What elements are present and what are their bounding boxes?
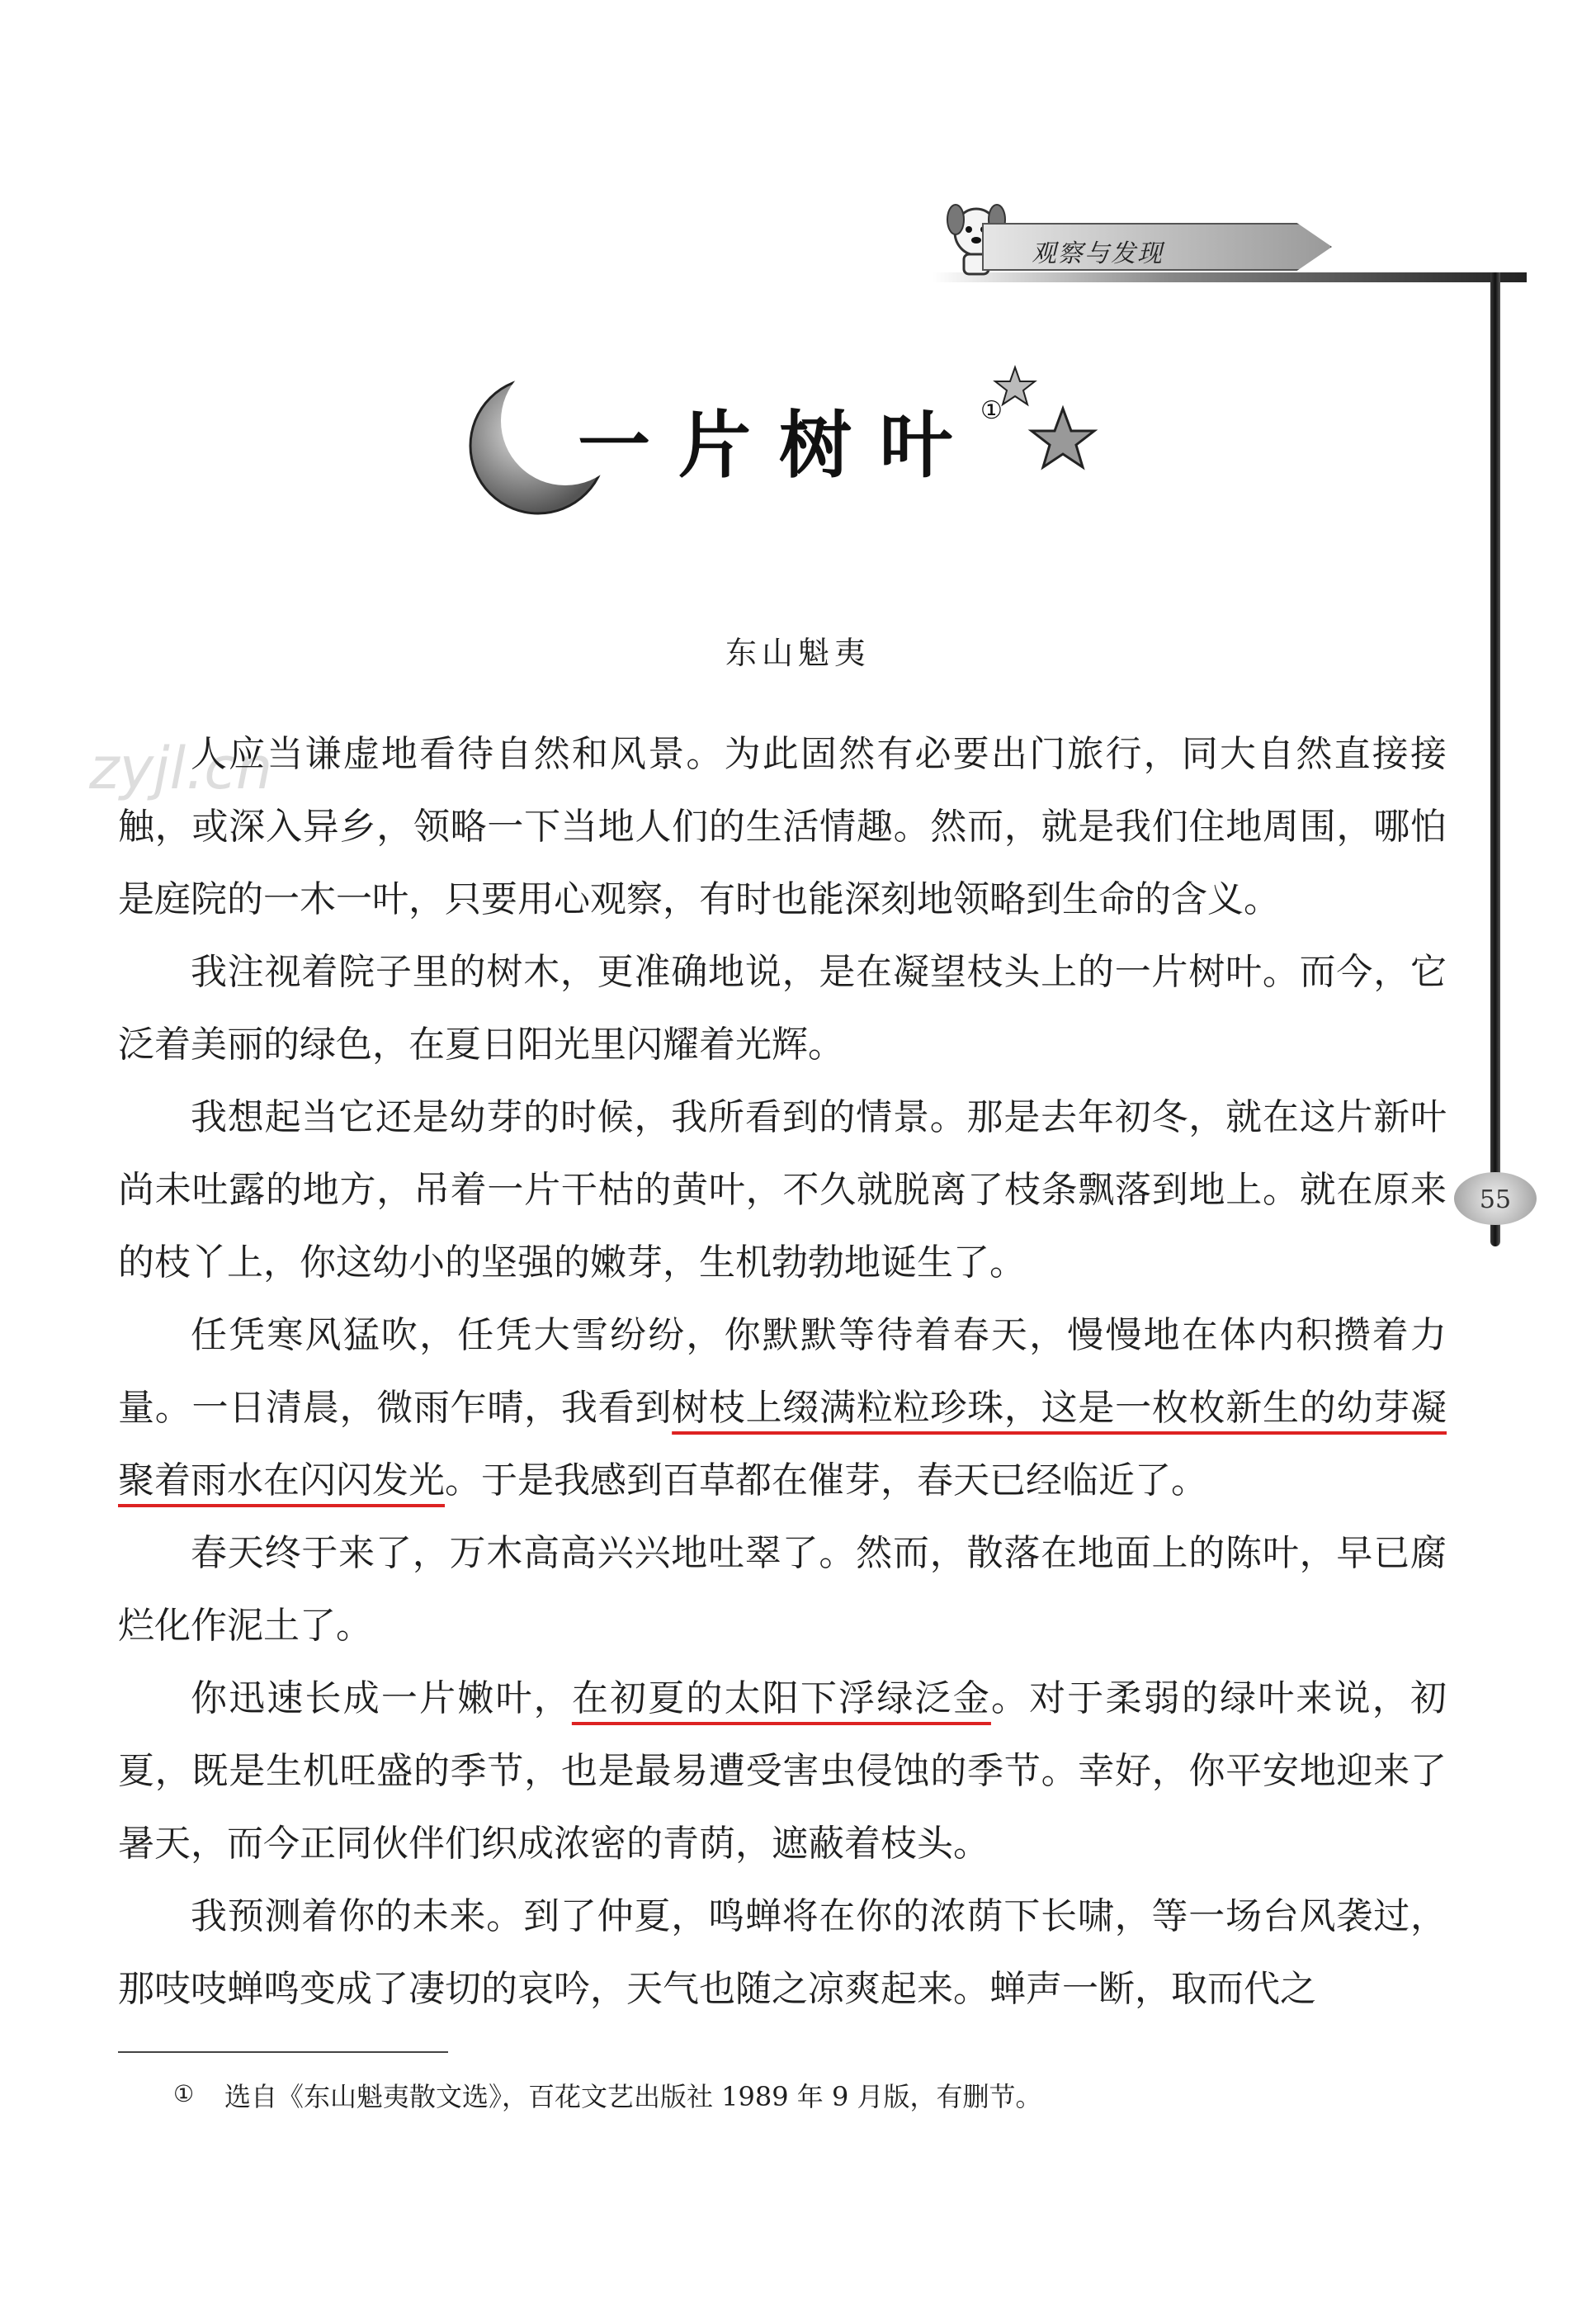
paragraph <box>118 1662 1447 1880</box>
footnote-marker: ① <box>173 2080 195 2107</box>
stars-icon <box>990 363 1106 487</box>
paragraph-text: 你迅速长成一片嫩叶， <box>191 1677 572 1719</box>
watermark: zyjl.cn <box>89 735 273 802</box>
title-text: 一片树叶 <box>578 402 981 488</box>
article-body <box>118 718 1447 2026</box>
author-name: 东山魁夷 <box>725 635 871 671</box>
side-rule <box>1490 272 1500 1246</box>
paragraph <box>118 718 1447 936</box>
footnote-rule <box>118 2051 448 2053</box>
title-footnote-marker: ① <box>980 396 1003 425</box>
paragraph-text: 春天终于来了，万木高高兴兴地吐翠了。然而，散落在地面上的陈叶，早已腐烂化作泥土了。 <box>118 1532 1447 1647</box>
paragraph-text: 我想起当它还是幼芽的时候，我所看到的情景。那是去年初冬，就在这片新叶尚未吐露的地方，吊着一片干枯的黄叶，不久就脱离了枝条飘落到地上。就在原来的枝丫上，你这幼小的坚强的嫩芽，生机勃勃地诞生了。 <box>118 1096 1447 1284</box>
paragraph-text: 。对于柔弱的绿叶来说，初夏，既是生机旺盛的季节，也是最易遭受害虫侵蚀的季节。幸好，你平安地迎来了暑天，而今正同伙伴们织成浓密的青荫，遮蔽着枝头。 <box>118 1677 1447 1865</box>
paragraph <box>118 1517 1447 1662</box>
paragraph-text: 我预测着你的未来。到了仲夏，鸣蝉将在你的浓荫下长啸，等一场台风袭过，那吱吱蝉鸣变成了凄切的哀吟，天气也随之凉爽起来。蝉声一断，取而代之 <box>118 1895 1447 2010</box>
section-label: 观察与发现 <box>1032 239 1164 268</box>
paragraph-text: 任凭寒风猛吹，任凭大雪纷纷，你默默等待着春天，慢慢地在体内积攒着力量。一日清晨，微雨乍晴，我看到 <box>118 1314 1447 1429</box>
article-title <box>578 388 1003 492</box>
paragraph <box>118 1880 1447 2026</box>
paragraph <box>118 1299 1447 1517</box>
paragraph-text: 我注视着院子里的树木，更准确地说，是在凝望枝头上的一片树叶。而今，它泛着美丽的绿色，在夏日阳光里闪耀着光辉。 <box>118 951 1447 1066</box>
underlined-text: 在初夏的太阳下浮绿泛金 <box>571 1677 991 1719</box>
underlined-text: 树枝上缀满粒粒珍珠，这是一枚枚新生的幼芽凝聚着雨水在闪闪发光 <box>118 1387 1447 1501</box>
paragraph-text: 。于是我感到百草都在催芽，春天已经临近了。 <box>445 1459 1207 1501</box>
paragraph-text: 人应当谦虚地看待自然和风景。为此固然有必要出门旅行，同大自然直接接触，或深入异乡，领略一下当地人们的生活情趣。然而，就是我们住地周围，哪怕是庭院的一木一叶，只要用心观察，有时也能深刻地领略到生命的含义。 <box>118 733 1447 920</box>
header-rule <box>933 272 1527 282</box>
paragraph <box>118 1081 1447 1299</box>
paragraph <box>118 936 1447 1081</box>
footnote-text: 选自《东山魁夷散文选》，百花文艺出版社 1989 年 9 月版，有删节。 <box>224 2081 1042 2112</box>
page-number: 55 <box>1479 1185 1512 1214</box>
